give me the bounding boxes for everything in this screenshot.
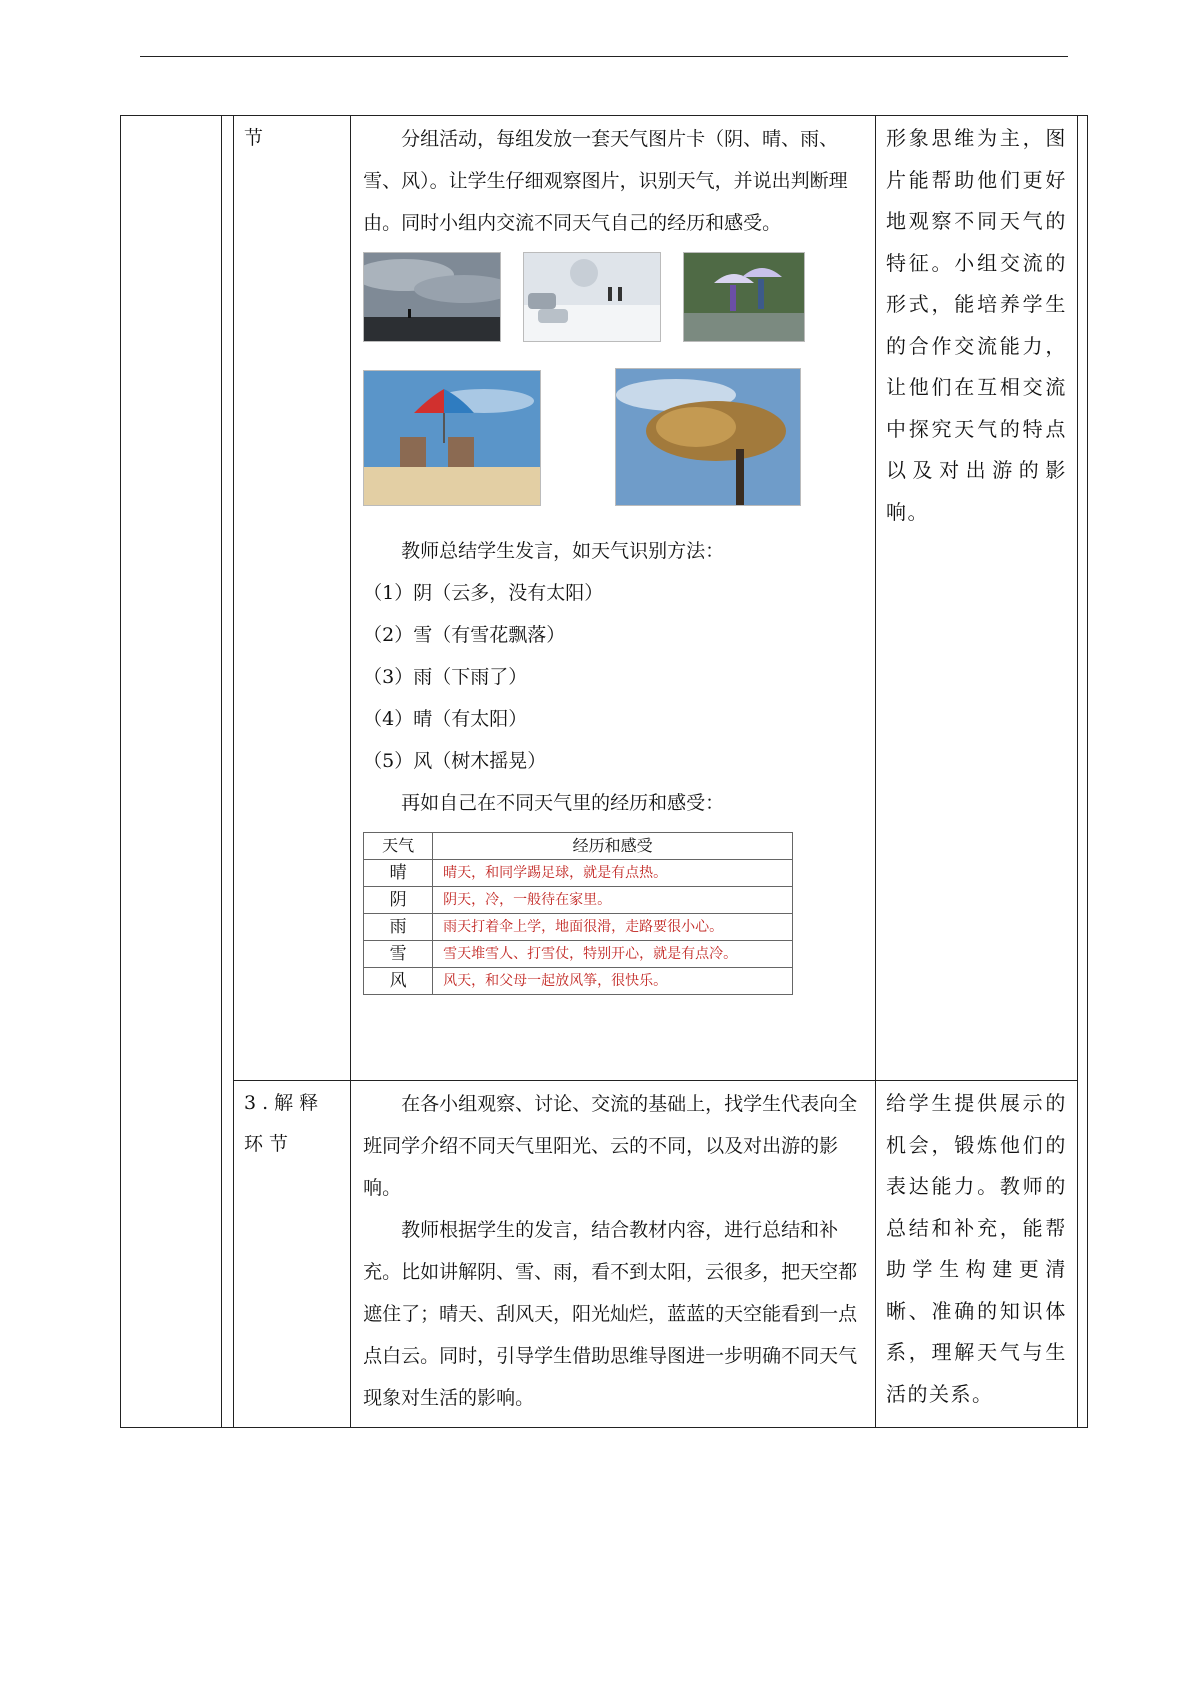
table-row xyxy=(364,860,793,887)
explain-p2: 教师根据学生的发言，结合教材内容，进行总结和补充。比如讲解阴、雪、雨，看不到太阳，云很多，把天空都遮住了；晴天、刮风天，阳光灿烂，蓝蓝的天空能看到一点点白云。同时，引导学生借助思维导图进一步明确不同天气现象对生活的影响。 xyxy=(363,1219,858,1409)
method-4: （4）晴（有太阳） xyxy=(363,708,528,730)
stage-label-3: 3.解释环节 xyxy=(234,1081,351,1428)
weather-cell: 风 xyxy=(364,968,433,995)
windy-photo xyxy=(615,368,801,506)
sunny-photo xyxy=(363,370,541,506)
header-rule xyxy=(140,56,1068,57)
table-row xyxy=(364,941,793,968)
table-row xyxy=(364,914,793,941)
lesson-table xyxy=(120,115,1088,1428)
activity-intro: 分组活动，每组发放一套天气图片卡（阴、晴、雨、雪、风）。让学生仔细观察图片，识别天气，并说出判断理由。同时小组内交流不同天气自己的经历和感受。 xyxy=(363,128,848,234)
weather-cell: 雪 xyxy=(364,941,433,968)
feel-lead: 再如自己在不同天气里的经历和感受： xyxy=(401,792,725,814)
feelings-header-row xyxy=(364,833,793,860)
activity-cell xyxy=(351,116,876,1081)
table-row xyxy=(364,968,793,995)
method-2: （2）雪（有雪花飘落） xyxy=(363,624,566,646)
feelings-table xyxy=(363,832,793,995)
design-note-1: 形象思维为主，图片能帮助他们更好地观察不同天气的特征。小组交流的形式，能培养学生的合作交流能力，让他们在互相交流中探究天气的特点以及对出游的影响。 xyxy=(876,116,1078,1081)
feelings-header-experience: 经历和感受 xyxy=(433,833,793,860)
blank-cell xyxy=(121,116,222,1428)
weather-photos xyxy=(363,252,863,504)
summary-lead: 教师总结学生发言，如天气识别方法： xyxy=(401,540,725,562)
experience-cell: 风天，和父母一起放风筝，很快乐。 xyxy=(433,968,793,995)
gap-cell xyxy=(221,116,233,1428)
cloudy-photo xyxy=(363,252,501,342)
rain-photo xyxy=(683,252,805,342)
weather-cell: 雨 xyxy=(364,914,433,941)
experience-cell: 雪天堆雪人、打雪仗，特别开心，就是有点冷。 xyxy=(433,941,793,968)
weather-cell: 阴 xyxy=(364,887,433,914)
row-activity xyxy=(121,116,1088,1081)
experience-cell: 阴天，冷，一般待在家里。 xyxy=(433,887,793,914)
stage-label: 节 xyxy=(234,116,351,1081)
experience-cell: 晴天，和同学踢足球，就是有点热。 xyxy=(433,860,793,887)
weather-cell: 晴 xyxy=(364,860,433,887)
row-explain xyxy=(121,1081,1088,1428)
table-row xyxy=(364,887,793,914)
explain-p1: 在各小组观察、讨论、交流的基础上，找学生代表向全班同学介绍不同天气里阳光、云的不同，以及对出游的影响。 xyxy=(363,1093,858,1199)
method-1: （1）阴（云多，没有太阳） xyxy=(363,582,604,604)
explain-cell xyxy=(351,1081,876,1428)
experience-cell: 雨天打着伞上学，地面很滑，走路要很小心。 xyxy=(433,914,793,941)
method-3: （3）雨（下雨了） xyxy=(363,666,528,688)
feelings-header-weather: 天气 xyxy=(364,833,433,860)
method-5: （5）风（树木摇晃） xyxy=(363,750,547,772)
design-note-2: 给学生提供展示的机会，锻炼他们的表达能力。教师的总结和补充，能帮助学生构建更清晰、准确的知识体系，理解天气与生活的关系。 xyxy=(876,1081,1078,1428)
edge-cell xyxy=(1077,116,1087,1428)
snow-photo xyxy=(523,252,661,342)
